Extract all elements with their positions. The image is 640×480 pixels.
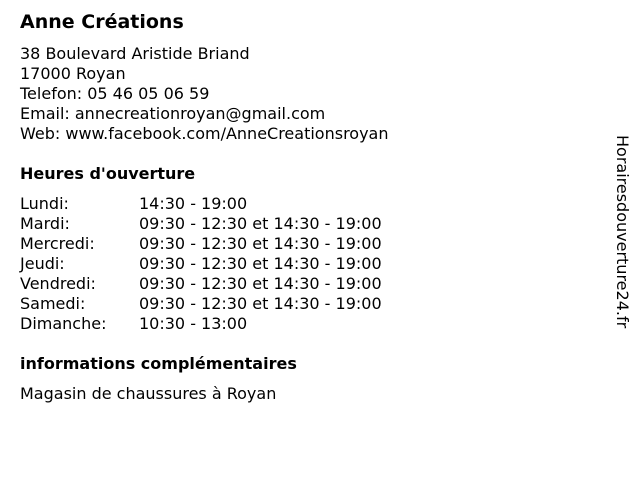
watermark-text: Horairesdouverture24.fr — [613, 135, 632, 329]
phone-line: Telefon: 05 46 05 06 59 — [20, 84, 210, 103]
hours-row — [20, 194, 440, 214]
hours-day: Lundi: — [20, 194, 69, 213]
additional-info-text: Magasin de chaussures à Royan — [20, 384, 277, 403]
hours-day: Mardi: — [20, 214, 70, 233]
hours-day: Vendredi: — [20, 274, 96, 293]
opening-hours-heading: Heures d'ouverture — [20, 164, 196, 183]
opening-hours-table — [20, 194, 440, 334]
hours-time: 09:30 - 12:30 et 14:30 - 19:00 — [139, 234, 382, 253]
hours-row — [20, 234, 440, 254]
email-line: Email: annecreationroyan@gmail.com — [20, 104, 326, 123]
contact-block — [20, 44, 389, 144]
hours-time: 09:30 - 12:30 et 14:30 - 19:00 — [139, 294, 382, 313]
additional-info-heading: informations complémentaires — [20, 354, 297, 373]
hours-day: Dimanche: — [20, 314, 107, 333]
site-watermark — [611, 135, 633, 373]
hours-time: 09:30 - 12:30 et 14:30 - 19:00 — [139, 254, 382, 273]
hours-time: 14:30 - 19:00 — [139, 194, 248, 213]
hours-day: Samedi: — [20, 294, 86, 313]
hours-time: 09:30 - 12:30 et 14:30 - 19:00 — [139, 274, 382, 293]
hours-day: Mercredi: — [20, 234, 95, 253]
hours-time: 10:30 - 13:00 — [139, 314, 248, 333]
hours-row — [20, 274, 440, 294]
address-line-street: 38 Boulevard Aristide Briand — [20, 44, 250, 63]
hours-day: Jeudi: — [20, 254, 65, 273]
hours-time: 09:30 - 12:30 et 14:30 - 19:00 — [139, 214, 382, 233]
web-line: Web: www.facebook.com/AnneCreationsroyan — [20, 124, 389, 143]
hours-row — [20, 314, 440, 334]
hours-row — [20, 214, 440, 234]
store-name: Anne Créations — [20, 11, 184, 33]
address-line-city: 17000 Royan — [20, 64, 126, 83]
hours-row — [20, 254, 440, 274]
hours-row — [20, 294, 440, 314]
